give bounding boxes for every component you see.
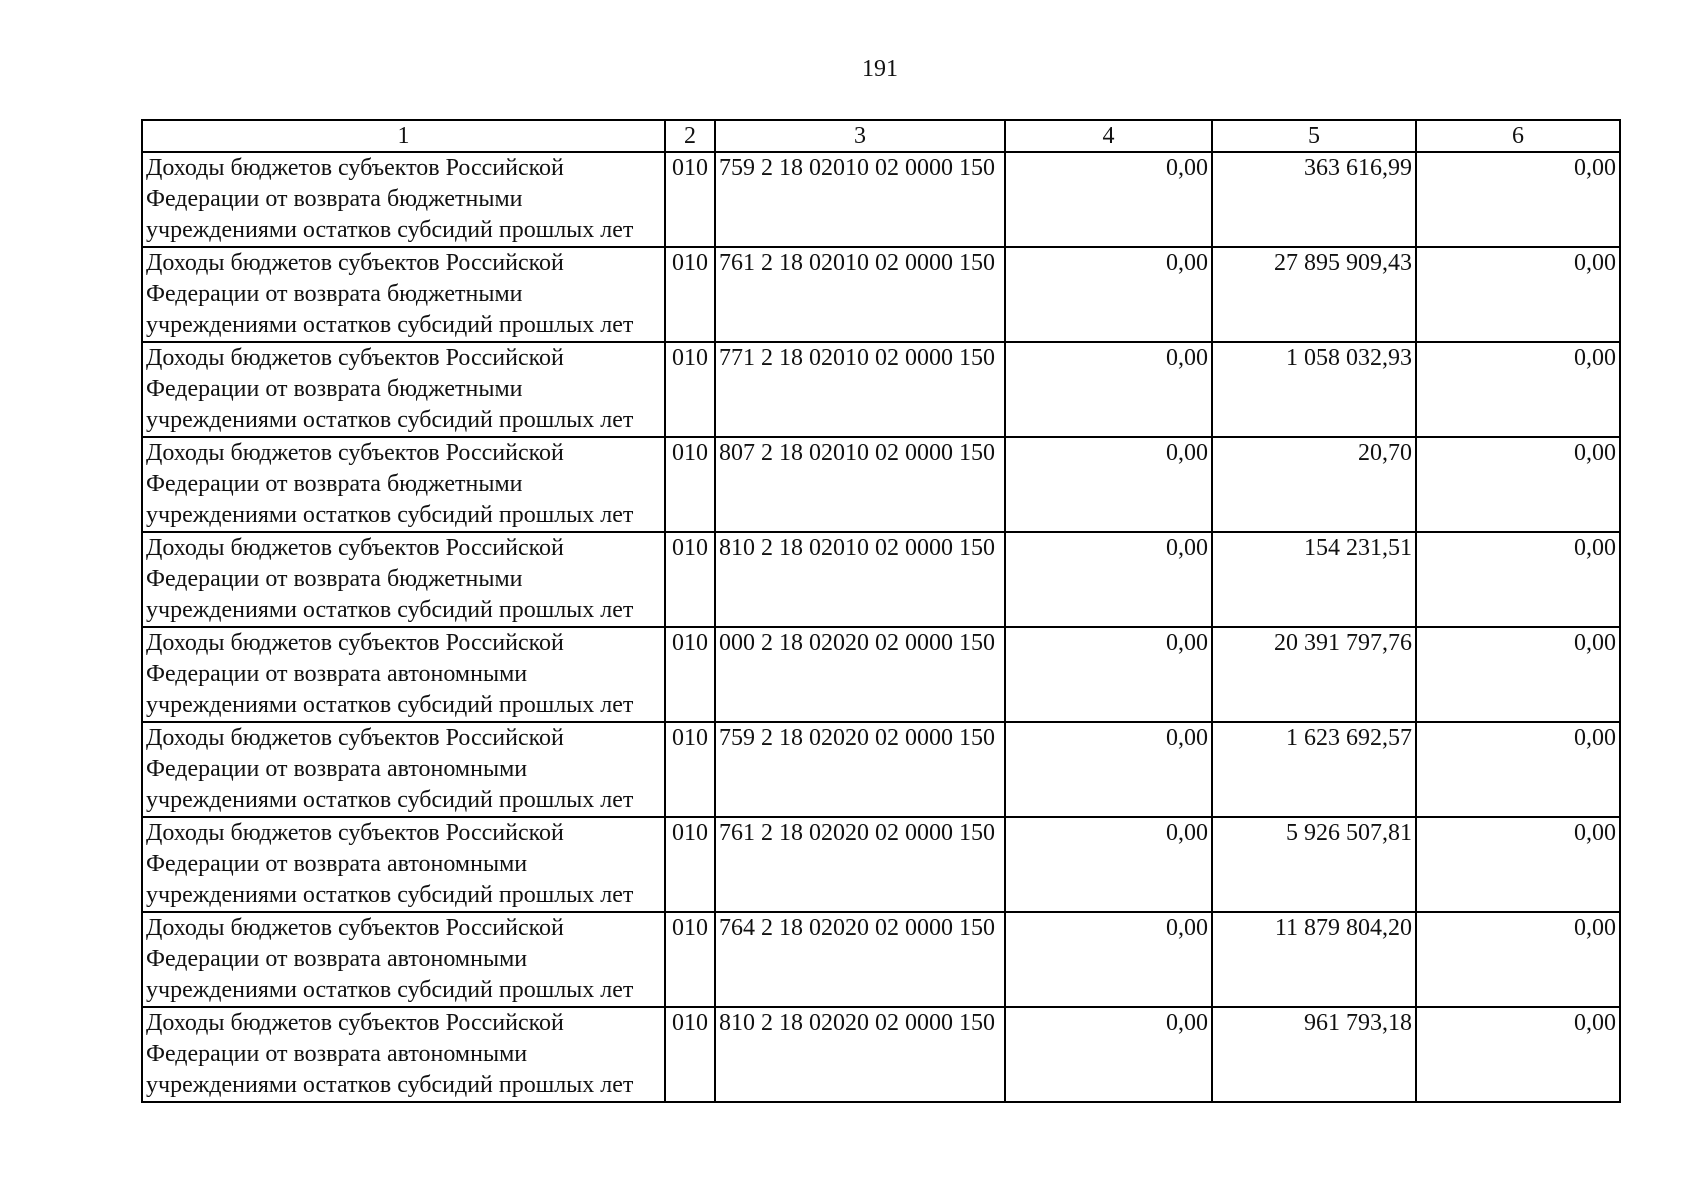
cell-description — [142, 342, 665, 437]
cell-amount-5: 363 616,99 — [1212, 152, 1416, 247]
table-row — [142, 912, 1620, 1007]
table-row — [142, 532, 1620, 627]
description-line: Доходы бюджетов субъектов Российской — [146, 155, 564, 181]
column-header-6: 6 — [1416, 120, 1620, 152]
table-row — [142, 722, 1620, 817]
cell-description — [142, 247, 665, 342]
description-line: Федерации от возврата бюджетными — [146, 186, 523, 212]
cell-budget-code: 771 2 18 02010 02 0000 150 — [715, 342, 1005, 437]
cell-amount-4: 0,00 — [1005, 912, 1212, 1007]
cell-code-2: 010 — [665, 912, 715, 1007]
description-line: Доходы бюджетов субъектов Российской — [146, 1010, 564, 1036]
description-line: учреждениями остатков субсидий прошлых лет — [146, 692, 634, 718]
cell-amount-6: 0,00 — [1416, 912, 1620, 1007]
cell-code-2: 010 — [665, 247, 715, 342]
column-header-4: 4 — [1005, 120, 1212, 152]
cell-amount-6: 0,00 — [1416, 722, 1620, 817]
description-line: Доходы бюджетов субъектов Российской — [146, 345, 564, 371]
description-line: Федерации от возврата бюджетными — [146, 566, 523, 592]
description-line: Доходы бюджетов субъектов Российской — [146, 535, 564, 561]
description-line: Федерации от возврата бюджетными — [146, 376, 523, 402]
cell-budget-code: 761 2 18 02010 02 0000 150 — [715, 247, 1005, 342]
cell-amount-5: 5 926 507,81 — [1212, 817, 1416, 912]
description-line: учреждениями остатков субсидий прошлых лет — [146, 312, 634, 338]
description-line: учреждениями остатков субсидий прошлых лет — [146, 882, 634, 908]
cell-amount-5: 27 895 909,43 — [1212, 247, 1416, 342]
cell-amount-4: 0,00 — [1005, 247, 1212, 342]
description-line: Федерации от возврата бюджетными — [146, 471, 523, 497]
column-header-5: 5 — [1212, 120, 1416, 152]
column-header-3: 3 — [715, 120, 1005, 152]
cell-description — [142, 817, 665, 912]
cell-amount-4: 0,00 — [1005, 342, 1212, 437]
description-line: Федерации от возврата автономными — [146, 851, 528, 877]
column-header-2: 2 — [665, 120, 715, 152]
description-line: учреждениями остатков субсидий прошлых лет — [146, 1072, 634, 1098]
description-line: учреждениями остатков субсидий прошлых лет — [146, 597, 634, 623]
cell-budget-code: 807 2 18 02010 02 0000 150 — [715, 437, 1005, 532]
cell-code-2: 010 — [665, 532, 715, 627]
cell-amount-5: 1 623 692,57 — [1212, 722, 1416, 817]
cell-amount-4: 0,00 — [1005, 722, 1212, 817]
cell-description — [142, 532, 665, 627]
description-line: учреждениями остатков субсидий прошлых лет — [146, 217, 634, 243]
description-line: учреждениями остатков субсидий прошлых лет — [146, 502, 634, 528]
cell-amount-5: 11 879 804,20 — [1212, 912, 1416, 1007]
table-row — [142, 152, 1620, 247]
description-line: Федерации от возврата автономными — [146, 1041, 528, 1067]
cell-amount-6: 0,00 — [1416, 152, 1620, 247]
table-row — [142, 627, 1620, 722]
cell-amount-4: 0,00 — [1005, 152, 1212, 247]
header-row — [142, 120, 1620, 152]
description-line: Доходы бюджетов субъектов Российской — [146, 250, 564, 276]
cell-amount-4: 0,00 — [1005, 817, 1212, 912]
table-row — [142, 1007, 1620, 1102]
cell-description — [142, 912, 665, 1007]
cell-amount-6: 0,00 — [1416, 247, 1620, 342]
column-header-1: 1 — [142, 120, 665, 152]
cell-budget-code: 000 2 18 02020 02 0000 150 — [715, 627, 1005, 722]
table-row — [142, 437, 1620, 532]
description-line: Доходы бюджетов субъектов Российской — [146, 440, 564, 466]
description-line: Доходы бюджетов субъектов Российской — [146, 630, 564, 656]
cell-amount-4: 0,00 — [1005, 437, 1212, 532]
cell-code-2: 010 — [665, 722, 715, 817]
page-number: 191 — [862, 56, 898, 82]
cell-budget-code: 810 2 18 02010 02 0000 150 — [715, 532, 1005, 627]
description-line: Федерации от возврата автономными — [146, 756, 528, 782]
description-line: Доходы бюджетов субъектов Российской — [146, 820, 564, 846]
description-line: учреждениями остатков субсидий прошлых лет — [146, 407, 634, 433]
cell-amount-4: 0,00 — [1005, 627, 1212, 722]
cell-code-2: 010 — [665, 1007, 715, 1102]
cell-amount-5: 1 058 032,93 — [1212, 342, 1416, 437]
description-line: Доходы бюджетов субъектов Российской — [146, 915, 564, 941]
cell-code-2: 010 — [665, 437, 715, 532]
cell-amount-6: 0,00 — [1416, 437, 1620, 532]
cell-code-2: 010 — [665, 152, 715, 247]
description-line: учреждениями остатков субсидий прошлых лет — [146, 977, 634, 1003]
cell-code-2: 010 — [665, 817, 715, 912]
cell-code-2: 010 — [665, 627, 715, 722]
cell-amount-6: 0,00 — [1416, 532, 1620, 627]
revenue-table — [141, 119, 1621, 1103]
cell-description — [142, 627, 665, 722]
description-line: учреждениями остатков субсидий прошлых лет — [146, 787, 634, 813]
cell-budget-code: 759 2 18 02020 02 0000 150 — [715, 722, 1005, 817]
cell-description — [142, 152, 665, 247]
description-line: Федерации от возврата бюджетными — [146, 281, 523, 307]
description-line: Доходы бюджетов субъектов Российской — [146, 725, 564, 751]
cell-amount-4: 0,00 — [1005, 1007, 1212, 1102]
cell-amount-5: 154 231,51 — [1212, 532, 1416, 627]
cell-amount-6: 0,00 — [1416, 1007, 1620, 1102]
cell-description — [142, 722, 665, 817]
cell-amount-4: 0,00 — [1005, 532, 1212, 627]
cell-amount-6: 0,00 — [1416, 817, 1620, 912]
cell-budget-code: 759 2 18 02010 02 0000 150 — [715, 152, 1005, 247]
cell-budget-code: 761 2 18 02020 02 0000 150 — [715, 817, 1005, 912]
table-row — [142, 342, 1620, 437]
table-row — [142, 247, 1620, 342]
description-line: Федерации от возврата автономными — [146, 946, 528, 972]
cell-amount-5: 20,70 — [1212, 437, 1416, 532]
cell-amount-6: 0,00 — [1416, 342, 1620, 437]
cell-code-2: 010 — [665, 342, 715, 437]
cell-description — [142, 1007, 665, 1102]
cell-amount-6: 0,00 — [1416, 627, 1620, 722]
cell-budget-code: 764 2 18 02020 02 0000 150 — [715, 912, 1005, 1007]
cell-budget-code: 810 2 18 02020 02 0000 150 — [715, 1007, 1005, 1102]
cell-amount-5: 20 391 797,76 — [1212, 627, 1416, 722]
table-row — [142, 817, 1620, 912]
cell-description — [142, 437, 665, 532]
cell-amount-5: 961 793,18 — [1212, 1007, 1416, 1102]
description-line: Федерации от возврата автономными — [146, 661, 528, 687]
